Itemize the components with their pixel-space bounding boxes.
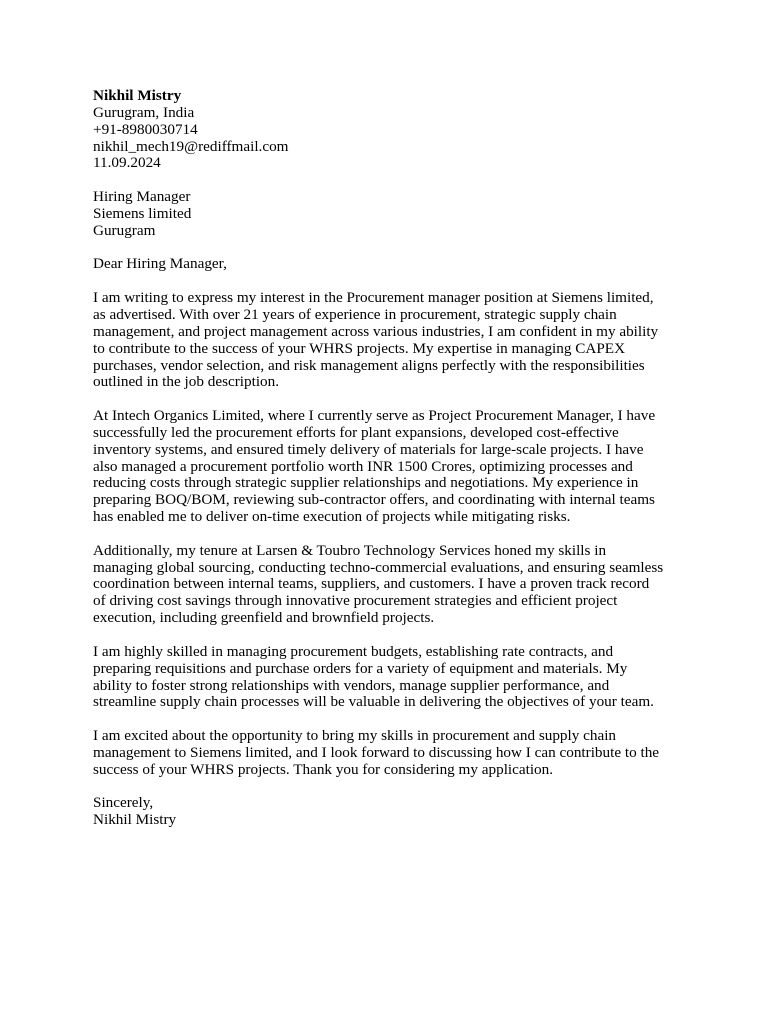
paragraph-line: preparing requisitions and purchase orders for a variety of equipment and materials. My bbox=[93, 659, 628, 677]
sender-block bbox=[93, 88, 683, 172]
spacer bbox=[93, 627, 683, 644]
paragraph-line: inventory systems, and ensured timely delivery of materials for large-scale projects. I have bbox=[93, 440, 644, 458]
sender-name: Nikhil Mistry bbox=[93, 87, 182, 104]
body-paragraph bbox=[93, 644, 683, 711]
paragraph-line: outlined in the job description. bbox=[93, 373, 280, 391]
letter-content bbox=[93, 88, 683, 829]
paragraph-line: to contribute to the success of your WHRS projects. My expertise in managing CAPEX bbox=[93, 339, 626, 357]
closing: Sincerely, bbox=[93, 794, 154, 812]
paragraph-line: preparing BOQ/BOM, reviewing sub-contractor offers, and coordinating with internal teams bbox=[93, 491, 655, 509]
body-paragraphs bbox=[93, 290, 683, 795]
paragraph-line: purchases, vendor selection, and risk management aligns perfectly with the responsibilities bbox=[93, 356, 645, 374]
sender-location: Gurugram, India bbox=[93, 103, 195, 121]
paragraph-line: I am excited about the opportunity to bring my skills in procurement and supply chain bbox=[93, 727, 617, 745]
paragraph-line: I am highly skilled in managing procurement budgets, establishing rate contracts, and bbox=[93, 642, 614, 660]
sender-email: nikhil_mech19@rediffmail.com bbox=[93, 137, 289, 155]
recipient-city: Gurugram bbox=[93, 221, 156, 239]
recipient-block bbox=[93, 189, 683, 240]
paragraph-line: managing global sourcing, conducting techno-commercial evaluations, and ensuring seamless bbox=[93, 558, 664, 576]
body-paragraph bbox=[93, 408, 683, 526]
spacer bbox=[93, 273, 683, 290]
paragraph-line: I am writing to express my interest in the Procurement manager position at Siemens limited, bbox=[93, 289, 654, 307]
recipient-title: Hiring Manager bbox=[93, 188, 191, 206]
paragraph-line: successfully led the procurement efforts for plant expansions, developed cost-effective bbox=[93, 423, 619, 441]
paragraph-line: management, and project management across various industries, I am confident in my ability bbox=[93, 322, 659, 340]
paragraph-line: Additionally, my tenure at Larsen & Toubro Technology Services honed my skills in bbox=[93, 541, 607, 559]
spacer bbox=[93, 391, 683, 408]
spacer bbox=[93, 711, 683, 728]
paragraph-line: success of your WHRS projects. Thank you for considering my application. bbox=[93, 760, 554, 778]
paragraph-line: management to Siemens limited, and I look forward to discussing how I can contribute to the bbox=[93, 743, 660, 761]
sender-phone: +91-8980030714 bbox=[93, 120, 198, 138]
paragraph-line: streamline supply chain processes will be valuable in delivering the objectives of your team. bbox=[93, 693, 654, 711]
paragraph-line: ability to foster strong relationships with vendors, manage supplier performance, and bbox=[93, 676, 610, 694]
paragraph-line: has enabled me to deliver on-time execution of projects while mitigating risks. bbox=[93, 508, 571, 526]
paragraph-line: as advertised. With over 21 years of experience in procurement, strategic supply chain bbox=[93, 305, 617, 323]
letter-date: 11.09.2024 bbox=[93, 154, 161, 172]
paragraph-line: execution, including greenfield and brownfield projects. bbox=[93, 609, 435, 627]
body-paragraph bbox=[93, 543, 683, 627]
spacer bbox=[93, 526, 683, 543]
body-paragraph bbox=[93, 290, 683, 391]
paragraph-line: of driving cost savings through innovative procurement strategies and efficient project bbox=[93, 592, 618, 610]
paragraph-line: reducing costs through strategic supplier relationships and negotiations. My experience in bbox=[93, 474, 639, 492]
signature-name: Nikhil Mistry bbox=[93, 811, 177, 829]
recipient-company: Siemens limited bbox=[93, 204, 192, 222]
spacer bbox=[93, 240, 683, 257]
spacer bbox=[93, 779, 683, 796]
salutation: Dear Hiring Manager, bbox=[93, 255, 227, 273]
paragraph-line: At Intech Organics Limited, where I currently serve as Project Procurement Manager, I have bbox=[93, 407, 656, 425]
spacer bbox=[93, 172, 683, 189]
paragraph-line: coordination between internal teams, suppliers, and customers. I have a proven track record bbox=[93, 575, 650, 593]
paragraph-line: also managed a procurement portfolio worth INR 1500 Crores, optimizing processes and bbox=[93, 457, 633, 475]
body-paragraph bbox=[93, 728, 683, 779]
